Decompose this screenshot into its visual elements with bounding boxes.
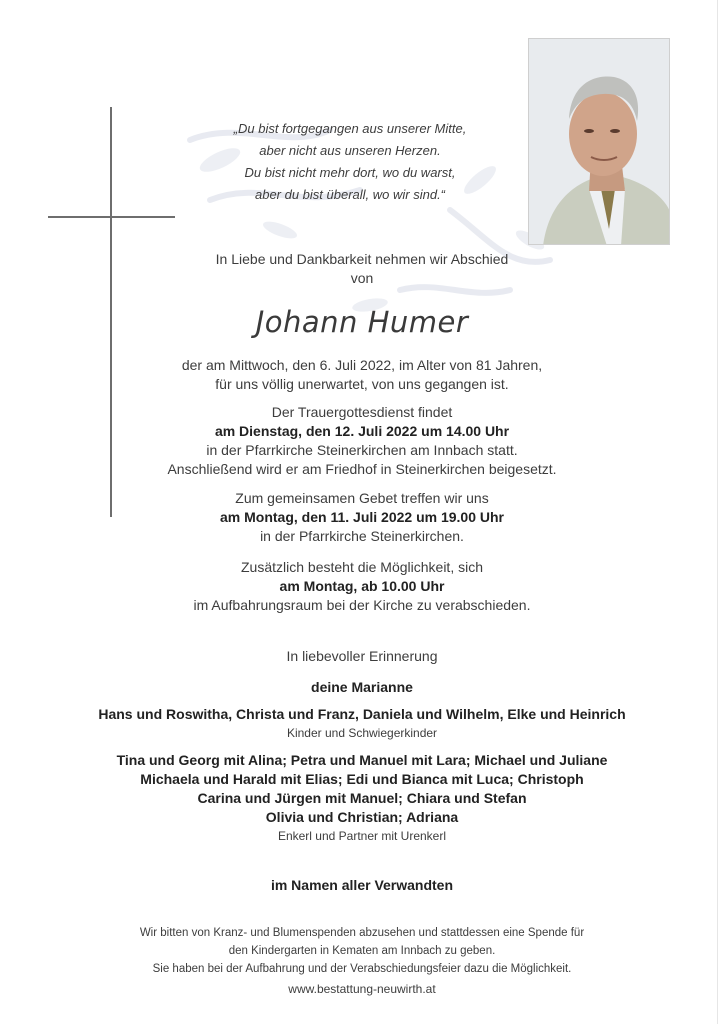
- page-edge-line: [717, 0, 718, 1024]
- prayer-line: in der Pfarrkirche Steinerkirchen.: [260, 528, 464, 544]
- memorial-quote: [200, 118, 500, 206]
- footer-line: Wir bitten von Kranz- und Blumenspenden abzusehen und stattdessen eine Spende für: [139, 927, 585, 939]
- funeral-service-info: [62, 403, 662, 479]
- death-notice: [62, 356, 662, 394]
- prayer-info: [62, 489, 662, 546]
- viewing-line: Zusätzlich besteht die Möglichkeit, sich: [241, 559, 483, 575]
- portrait-photo: [528, 38, 670, 245]
- grandchildren-label: Enkerl und Partner mit Urenkerl: [277, 829, 447, 843]
- grandchildren-line: Michaela und Harald mit Elias; Edi und Bianca mit Luca; Christoph: [140, 771, 584, 787]
- donation-note: [62, 924, 662, 978]
- footer-line: Sie haben bei der Aufbahrung und der Verabschiedungsfeier dazu die Möglichkeit.: [152, 963, 572, 975]
- grandchildren-block: [62, 751, 662, 846]
- quote-line: aber du bist überall, wo wir sind.“: [254, 187, 446, 202]
- grandchildren-line: Tina und Georg mit Alina; Petra und Manuel mit Lara; Michael und Juliane: [116, 752, 608, 768]
- funeral-date: am Dienstag, den 12. Juli 2022 um 14.00 Uhr: [214, 423, 510, 439]
- viewing-info: [62, 558, 662, 615]
- quote-line: aber nicht aus unseren Herzen.: [259, 143, 441, 158]
- relatives-line: im Namen aller Verwandten: [270, 877, 454, 893]
- footer-line: den Kindergarten in Kematen am Innbach zu geben.: [228, 945, 496, 957]
- viewing-date: am Montag, ab 10.00 Uhr: [279, 578, 445, 594]
- funeral-line: Der Trauergottesdienst findet: [271, 404, 453, 420]
- prayer-date: am Montag, den 11. Juli 2022 um 19.00 Uhr: [220, 509, 504, 525]
- children-block: [62, 705, 662, 743]
- spouse-name: deine Marianne: [311, 679, 413, 695]
- viewing-line: im Aufbahrungsraum bei der Kirche zu verabschieden.: [193, 597, 531, 613]
- quote-line: Du bist nicht mehr dort, wo du warst,: [244, 165, 456, 180]
- children-label: Kinder und Schwiegerkinder: [286, 726, 438, 740]
- grandchildren-line: Carina und Jürgen mit Manuel; Chiara und Stefan: [197, 790, 527, 806]
- grandchildren-line: Olivia und Christian; Adriana: [265, 809, 459, 825]
- funeral-line: in der Pfarrkirche Steinerkirchen am Innbach statt.: [206, 442, 518, 458]
- children-names: Hans und Roswitha, Christa und Franz, Daniela und Wilhelm, Elke und Heinrich: [98, 706, 626, 722]
- intro-line: In Liebe und Dankbarkeit nehmen wir Abschied: [215, 251, 509, 267]
- memory-line: In liebevoller Erinnerung: [286, 648, 438, 664]
- cross-horizontal-beam: [48, 216, 175, 218]
- quote-line: „Du bist fortgegangen aus unserer Mitte,: [233, 121, 467, 136]
- deceased-name: Johann Humer: [255, 305, 469, 339]
- website-link[interactable]: www.bestattung-neuwirth.at: [288, 982, 436, 996]
- farewell-intro: [62, 250, 662, 288]
- funeral-line: Anschließend wird er am Friedhof in Steinerkirchen beigesetzt.: [167, 461, 557, 477]
- prayer-line: Zum gemeinsamen Gebet treffen wir uns: [235, 490, 489, 506]
- intro-line: von: [350, 270, 374, 286]
- death-line: für uns völlig unerwartet, von uns gegangen ist.: [215, 376, 509, 392]
- death-line: der am Mittwoch, den 6. Juli 2022, im Alter von 81 Jahren,: [181, 357, 543, 373]
